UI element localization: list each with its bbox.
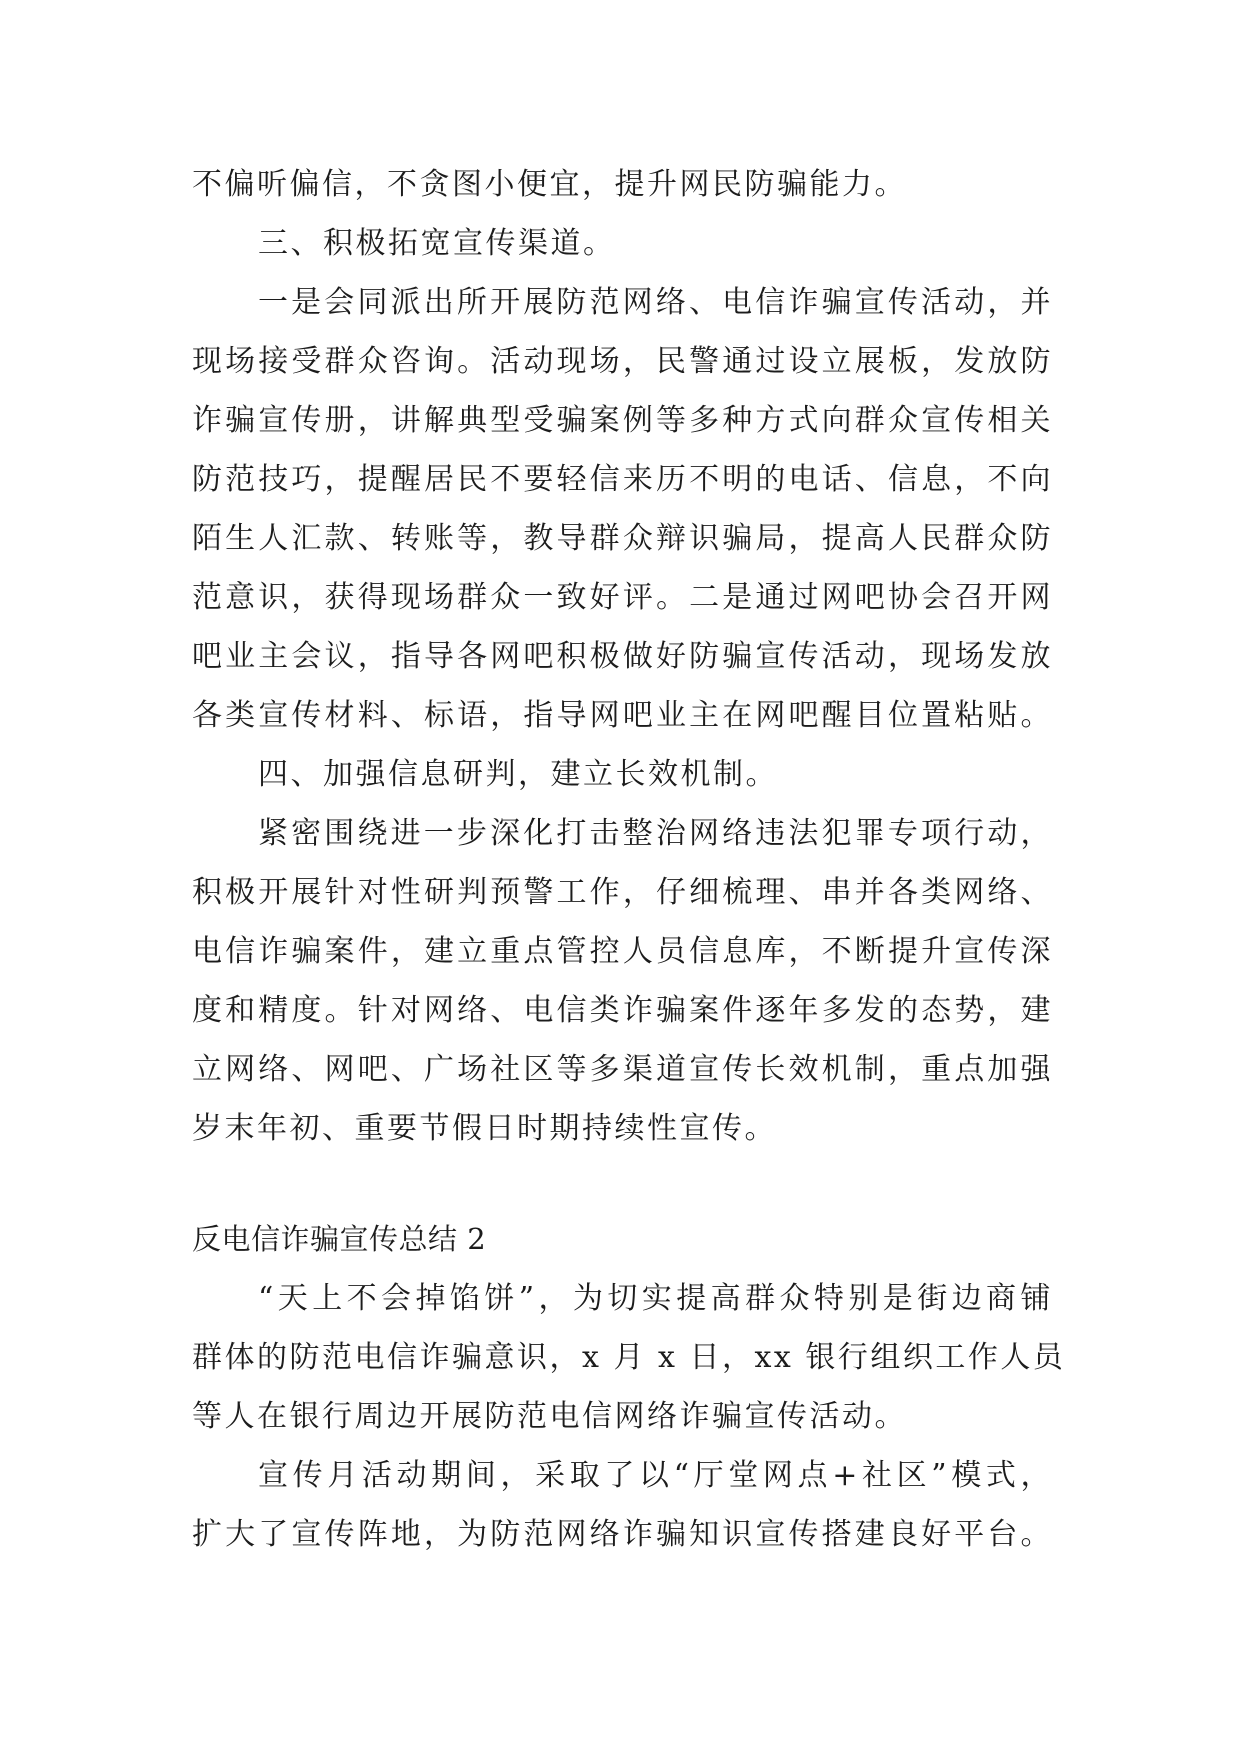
paragraph-line: 度和精度。针对网络、电信类诈骗案件逐年多发的态势，建 <box>192 993 1053 1028</box>
section-heading: 三、积极拓宽宣传渠道。 <box>258 226 616 261</box>
paragraph-line: 等人在银行周边开展防范电信网络诈骗宣传活动。 <box>192 1399 907 1434</box>
paragraph-line: 电信诈骗案件，建立重点管控人员信息库，不断提升宣传深 <box>192 934 1053 969</box>
paragraph-line: 陌生人汇款、转账等，教导群众辩识骗局，提高人民群众防 <box>192 521 1053 556</box>
paragraph-line: 紧密围绕进一步深化打击整治网络违法犯罪专项行动， <box>258 816 1053 851</box>
paragraph-line: 积极开展针对性研判预警工作，仔细梳理、串并各类网络、 <box>192 875 1053 910</box>
document-body <box>192 155 1066 1564</box>
paragraph-line: 宣传月活动期间，采取了以“厅堂网点+社区”模式， <box>258 1458 1053 1493</box>
paragraph-line: 吧业主会议，指导各网吧积极做好防骗宣传活动，现场发放 <box>192 639 1053 674</box>
paragraph-line: 不偏听偏信，不贪图小便宜，提升网民防骗能力。 <box>192 167 907 202</box>
paragraph-line: 现场接受群众咨询。活动现场，民警通过设立展板，发放防 <box>192 344 1053 379</box>
paragraph-line: 立网络、网吧、广场社区等多渠道宣传长效机制，重点加强 <box>192 1052 1053 1087</box>
document-title: 反电信诈骗宣传总结 2 <box>192 1222 487 1256</box>
paragraph-line: 各类宣传材料、标语，指导网吧业主在网吧醒目位置粘贴。 <box>192 698 1053 733</box>
section-heading: 四、加强信息研判，建立长效机制。 <box>258 757 778 792</box>
paragraph-line: 防范技巧，提醒居民不要轻信来历不明的电话、信息，不向 <box>192 462 1053 497</box>
paragraph-line: 一是会同派出所开展防范网络、电信诈骗宣传活动，并 <box>258 285 1053 320</box>
paragraph-line: 群体的防范电信诈骗意识，x 月 x 日，xx 银行组织工作人员 <box>192 1340 1066 1375</box>
paragraph-line: 岁末年初、重要节假日时期持续性宣传。 <box>192 1111 777 1146</box>
paragraph-line: 范意识，获得现场群众一致好评。二是通过网吧协会召开网 <box>192 580 1053 615</box>
paragraph-line: 诈骗宣传册，讲解典型受骗案例等多种方式向群众宣传相关 <box>192 403 1053 438</box>
section-spacer <box>192 1158 1053 1210</box>
paragraph-line: “天上不会掉馅饼”，为切实提高群众特别是街边商铺 <box>258 1281 1053 1316</box>
paragraph-line: 扩大了宣传阵地，为防范网络诈骗知识宣传搭建良好平台。 <box>192 1517 1053 1552</box>
